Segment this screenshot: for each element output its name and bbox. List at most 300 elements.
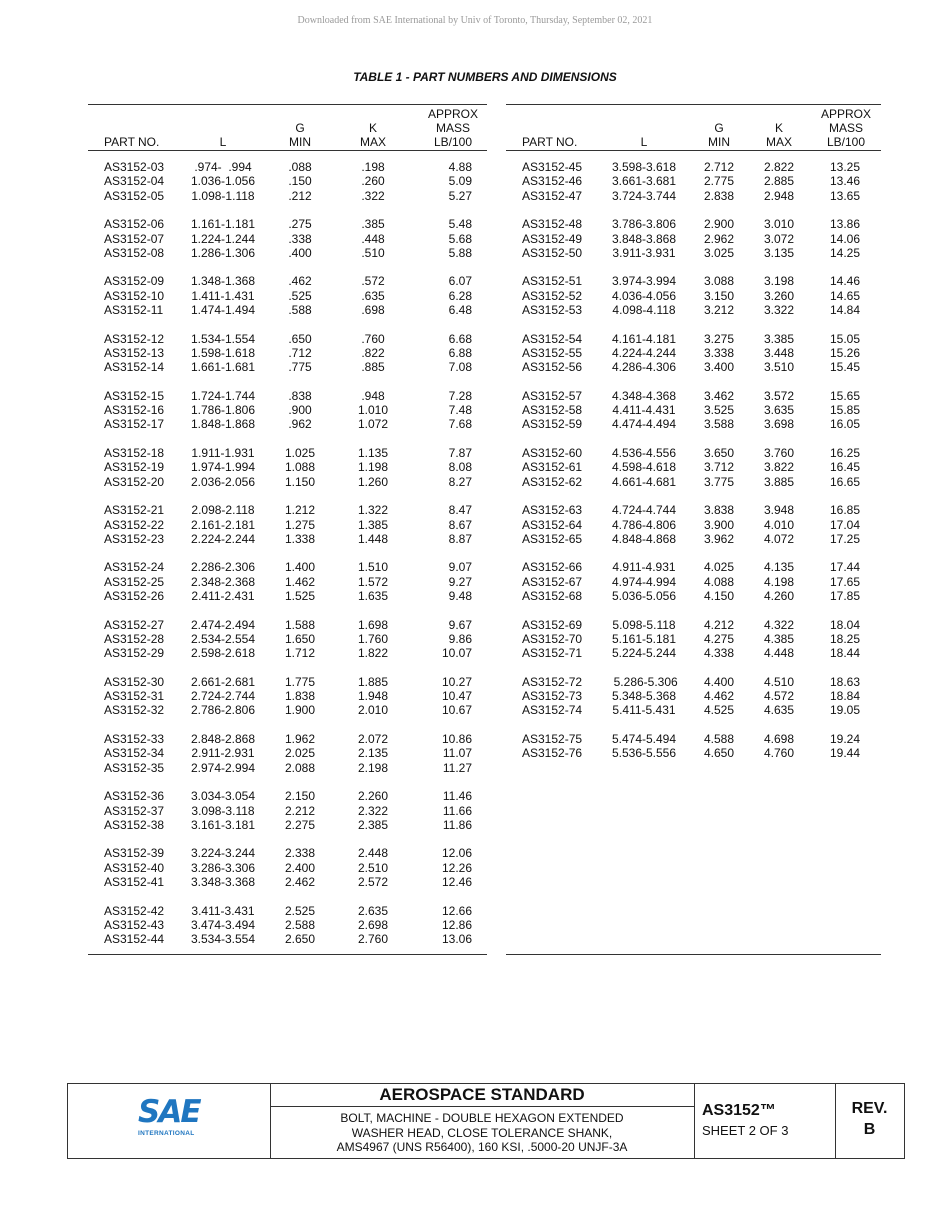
length-cell: 4.786-4.806 — [611, 517, 677, 532]
k-max-cell: 2.948 — [763, 188, 795, 203]
part-number-cell: AS3152-62 — [522, 474, 583, 489]
length-cell: 2.036-2.056 — [190, 474, 256, 489]
mass-cell: 11.66 — [442, 803, 472, 818]
k-max-cell: 3.635 — [763, 403, 795, 418]
length-cell: 1.974-1.994 — [190, 460, 256, 475]
g-min-cell: .088 — [288, 160, 312, 174]
length-cell: 3.911-3.931 — [612, 245, 676, 260]
part-number-cell: AS3152-74 — [522, 703, 583, 718]
k-max-cell: .760 — [361, 331, 385, 346]
table-row — [88, 904, 487, 918]
length-cell: 4.286-4.306 — [611, 360, 677, 375]
part-number-cell: AS3152-20 — [104, 474, 165, 489]
table-row — [506, 575, 881, 589]
g-min-cell: 4.588 — [703, 732, 735, 746]
mass-cell: 5.88 — [448, 245, 472, 260]
part-number-cell: AS3152-19 — [104, 460, 165, 475]
length-cell: 1.534-1.554 — [190, 331, 256, 346]
length-cell: 5.348-5.368 — [611, 689, 677, 704]
table-row — [88, 646, 487, 660]
mass-cell: 6.68 — [448, 331, 472, 346]
title-cell — [270, 1084, 695, 1158]
g-min-cell: 1.462 — [284, 574, 316, 589]
k-max-cell: 1.885 — [357, 674, 389, 689]
g-min-cell: 2.650 — [284, 932, 316, 947]
length-cell: 4.974-4.994 — [611, 574, 677, 589]
header-mass: APPROX MASS LB/100 — [820, 107, 871, 149]
description-line-3: AMS4967 (UNS R56400), 160 KSI, .5000-20 UNJF-3A — [336, 1140, 628, 1154]
length-cell: 3.286-3.306 — [190, 860, 256, 875]
mass-cell: 10.27 — [441, 674, 472, 689]
length-cell: 2.598-2.618 — [190, 646, 256, 661]
mass-cell: 5.48 — [448, 217, 472, 232]
document-number: AS3152™ — [702, 1102, 776, 1119]
k-max-cell: 4.572 — [763, 689, 795, 704]
g-min-cell: 4.400 — [703, 674, 735, 689]
length-cell: 3.411-3.431 — [191, 903, 255, 918]
part-number-cell: AS3152-17 — [104, 417, 165, 432]
mass-cell: 5.09 — [448, 174, 472, 189]
g-min-cell: 1.900 — [284, 703, 316, 718]
table-row — [88, 417, 487, 431]
mass-cell: 13.25 — [829, 160, 860, 174]
table-row — [88, 360, 487, 374]
length-cell: 1.036-1.056 — [190, 174, 256, 189]
table-row — [88, 274, 487, 288]
table-header — [506, 105, 881, 151]
table-row — [88, 532, 487, 546]
length-cell: .974- .994 — [194, 160, 252, 174]
table-row — [506, 403, 881, 417]
part-number-cell: AS3152-50 — [522, 245, 583, 260]
length-cell: 4.661-4.681 — [611, 474, 677, 489]
g-min-cell: 1.712 — [284, 646, 316, 661]
length-cell: 1.786-1.806 — [190, 403, 256, 418]
k-max-cell: .822 — [361, 345, 385, 360]
g-min-cell: 1.150 — [284, 474, 316, 489]
length-cell: 2.911-2.931 — [191, 746, 255, 761]
k-max-cell: .198 — [361, 160, 385, 174]
part-number-cell: AS3152-18 — [104, 446, 165, 460]
table-row — [88, 460, 487, 474]
part-number-cell: AS3152-76 — [522, 746, 583, 761]
mass-cell: 18.25 — [829, 631, 860, 646]
part-number-cell: AS3152-27 — [104, 617, 165, 632]
g-min-cell: 4.212 — [703, 617, 735, 632]
g-min-cell: .775 — [288, 360, 312, 375]
part-number-cell: AS3152-70 — [522, 631, 583, 646]
mass-cell: 6.07 — [448, 274, 472, 289]
g-min-cell: .712 — [288, 345, 312, 360]
length-cell: 2.848-2.868 — [190, 732, 256, 746]
length-cell: 1.411-1.431 — [191, 288, 255, 303]
part-number-cell: AS3152-40 — [104, 860, 165, 875]
header-k-max: K MAX — [765, 121, 792, 149]
table-row — [88, 846, 487, 860]
part-number-cell: AS3152-42 — [104, 903, 165, 918]
table-row — [88, 689, 487, 703]
mass-cell: 17.65 — [829, 574, 860, 589]
k-max-cell: 4.760 — [763, 746, 795, 761]
k-max-cell: .260 — [361, 174, 385, 189]
part-number-cell: AS3152-56 — [522, 360, 583, 375]
table-row — [88, 174, 487, 188]
mass-cell: 16.65 — [829, 474, 860, 489]
part-number-cell: AS3152-61 — [522, 460, 583, 475]
length-cell: 5.224-5.244 — [611, 646, 677, 661]
g-min-cell: 2.712 — [703, 160, 735, 174]
k-max-cell: 3.135 — [763, 245, 795, 260]
mass-cell: 8.67 — [448, 517, 472, 532]
length-cell: 4.411-4.431 — [612, 403, 676, 418]
g-min-cell: .400 — [288, 245, 312, 260]
g-min-cell: .962 — [288, 417, 312, 432]
part-number-cell: AS3152-55 — [522, 345, 583, 360]
mass-cell: 9.48 — [448, 589, 472, 603]
g-min-cell: 1.400 — [284, 560, 316, 575]
length-cell: 3.161-3.181 — [190, 817, 256, 832]
g-min-cell: 1.025 — [284, 446, 316, 460]
mass-cell: 10.07 — [441, 646, 472, 661]
part-number-cell: AS3152-06 — [104, 217, 165, 232]
part-number-cell: AS3152-60 — [522, 446, 583, 460]
k-max-cell: 1.698 — [357, 617, 389, 632]
part-number-cell: AS3152-07 — [104, 231, 165, 246]
table-row — [506, 303, 881, 317]
table-row — [88, 346, 487, 360]
table-row — [506, 289, 881, 303]
part-number-cell: AS3152-41 — [104, 875, 165, 889]
part-number-cell: AS3152-59 — [522, 417, 583, 432]
g-min-cell: 3.525 — [703, 403, 735, 418]
k-max-cell: 3.385 — [763, 331, 795, 346]
k-max-cell: 3.572 — [763, 388, 795, 403]
table-row — [88, 589, 487, 603]
mass-cell: 13.06 — [441, 932, 472, 947]
g-min-cell: 3.462 — [703, 388, 735, 403]
g-min-cell: .525 — [288, 288, 312, 303]
k-max-cell: 3.198 — [763, 274, 795, 289]
header-g-min: G MIN — [708, 121, 730, 149]
k-max-cell: .885 — [361, 360, 385, 375]
length-cell: 4.911-4.931 — [612, 560, 676, 575]
table-row — [88, 804, 487, 818]
k-max-cell: .448 — [361, 231, 385, 246]
k-max-cell: 2.698 — [357, 917, 389, 932]
g-min-cell: 3.338 — [703, 345, 735, 360]
mass-cell: 7.87 — [448, 446, 472, 460]
table-row — [506, 246, 881, 260]
part-number-cell: AS3152-09 — [104, 274, 165, 289]
length-cell: 4.036-4.056 — [611, 288, 677, 303]
k-max-cell: 4.635 — [763, 703, 795, 718]
mass-cell: 12.86 — [441, 917, 472, 932]
part-number-cell: AS3152-45 — [522, 160, 583, 174]
k-max-cell: 4.010 — [763, 517, 795, 532]
part-number-cell: AS3152-46 — [522, 174, 583, 189]
k-max-cell: 2.448 — [357, 846, 389, 861]
g-min-cell: 3.275 — [703, 331, 735, 346]
table-row — [506, 632, 881, 646]
g-min-cell: 4.025 — [703, 560, 735, 575]
k-max-cell: 4.198 — [763, 574, 795, 589]
k-max-cell: 3.948 — [763, 503, 795, 518]
table-row — [506, 675, 881, 689]
g-min-cell: .212 — [288, 188, 312, 203]
mass-cell: 11.07 — [442, 746, 472, 761]
g-min-cell: 2.025 — [284, 746, 316, 761]
k-max-cell: 1.072 — [357, 417, 389, 432]
length-cell: 5.536-5.556 — [611, 746, 677, 761]
length-cell: 2.161-2.181 — [190, 517, 256, 532]
table-row — [88, 403, 487, 417]
k-max-cell: 1.572 — [357, 574, 389, 589]
header-part-no: PART NO. — [104, 135, 160, 149]
right-table — [506, 104, 881, 955]
table-row — [506, 618, 881, 632]
k-max-cell: 2.572 — [357, 875, 389, 889]
revision-cell — [835, 1084, 904, 1158]
g-min-cell: 3.962 — [703, 531, 735, 546]
table-row — [88, 289, 487, 303]
length-cell: 4.348-4.368 — [611, 388, 677, 403]
k-max-cell: 2.760 — [357, 932, 389, 947]
table-row — [88, 389, 487, 403]
part-number-cell: AS3152-69 — [522, 617, 583, 632]
length-cell: 3.224-3.244 — [190, 846, 256, 861]
length-cell: 5.411-5.431 — [612, 703, 676, 718]
length-cell: 1.911-1.931 — [191, 446, 255, 460]
description-line-2: WASHER HEAD, CLOSE TOLERANCE SHANK, — [351, 1126, 613, 1140]
table-row — [88, 746, 487, 760]
length-cell: 1.098-1.118 — [191, 188, 255, 203]
revision-value: B — [863, 1121, 876, 1138]
g-min-cell: 4.150 — [703, 589, 735, 603]
g-min-cell: .650 — [288, 331, 312, 346]
mass-cell: 8.08 — [448, 460, 472, 475]
g-min-cell: 1.962 — [284, 732, 316, 746]
length-cell: 4.224-4.244 — [611, 345, 677, 360]
k-max-cell: 2.010 — [357, 703, 389, 718]
length-cell: 1.474-1.494 — [190, 303, 256, 317]
table-row — [88, 761, 487, 775]
k-max-cell: .635 — [361, 288, 385, 303]
length-cell: 3.034-3.054 — [190, 789, 256, 804]
table-row — [506, 703, 881, 717]
mass-cell: 6.48 — [448, 303, 472, 317]
k-max-cell: 2.135 — [357, 746, 389, 761]
part-number-cell: AS3152-47 — [522, 188, 583, 203]
k-max-cell: 4.260 — [763, 589, 795, 603]
part-number-cell: AS3152-51 — [522, 274, 583, 289]
length-cell: 5.161-5.181 — [611, 631, 677, 646]
length-cell: 3.848-3.868 — [611, 231, 677, 246]
part-number-cell: AS3152-53 — [522, 303, 583, 317]
part-number-cell: AS3152-54 — [522, 331, 583, 346]
mass-cell: 11.27 — [442, 760, 472, 775]
revision-label: REV. — [851, 1100, 888, 1117]
mass-cell: 19.24 — [829, 732, 860, 746]
part-number-cell: AS3152-72 — [522, 674, 583, 689]
k-max-cell: 2.635 — [357, 903, 389, 918]
mass-cell: 5.68 — [448, 231, 472, 246]
table-row — [88, 232, 487, 246]
k-max-cell: 1.822 — [357, 646, 389, 661]
part-number-cell: AS3152-08 — [104, 245, 165, 260]
k-max-cell: 3.322 — [763, 303, 795, 317]
table-row — [88, 932, 487, 946]
mass-cell: 8.27 — [448, 474, 472, 489]
header-l: L — [640, 135, 648, 149]
length-cell: 3.474-3.494 — [190, 917, 256, 932]
table-row — [88, 632, 487, 646]
part-number-cell: AS3152-38 — [104, 817, 165, 832]
part-number-cell: AS3152-64 — [522, 517, 583, 532]
mass-cell: 14.46 — [829, 274, 860, 289]
part-number-cell: AS3152-05 — [104, 188, 165, 203]
table-row — [506, 589, 881, 603]
g-min-cell: 1.650 — [284, 631, 316, 646]
mass-cell: 15.05 — [829, 331, 860, 346]
mass-cell: 6.28 — [448, 288, 472, 303]
g-min-cell: 2.838 — [703, 188, 735, 203]
k-max-cell: 3.260 — [763, 288, 795, 303]
part-number-cell: AS3152-52 — [522, 288, 583, 303]
g-min-cell: 1.275 — [284, 517, 316, 532]
part-number-cell: AS3152-35 — [104, 760, 165, 775]
part-number-cell: AS3152-57 — [522, 388, 583, 403]
g-min-cell: 3.025 — [703, 245, 735, 260]
k-max-cell: 3.072 — [763, 231, 795, 246]
g-min-cell: .338 — [288, 231, 312, 246]
mass-cell: 14.06 — [829, 231, 860, 246]
description-line-1: BOLT, MACHINE - DOUBLE HEXAGON EXTENDED — [340, 1111, 624, 1125]
table-row — [506, 446, 881, 460]
k-max-cell: 3.010 — [763, 217, 795, 232]
mass-cell: 8.47 — [448, 503, 472, 518]
g-min-cell: 1.588 — [284, 617, 316, 632]
length-cell: 1.598-1.618 — [190, 345, 256, 360]
mass-cell: 16.45 — [829, 460, 860, 475]
k-max-cell: .322 — [361, 188, 385, 203]
k-max-cell: 4.322 — [763, 617, 795, 632]
header-k-max: K MAX — [359, 121, 386, 149]
part-number-cell: AS3152-49 — [522, 231, 583, 246]
table-row — [506, 746, 881, 760]
length-cell: 1.348-1.368 — [190, 274, 256, 289]
mass-cell: 9.07 — [448, 560, 472, 575]
g-min-cell: 2.338 — [284, 846, 316, 861]
part-number-cell: AS3152-36 — [104, 789, 165, 804]
mass-cell: 17.25 — [829, 531, 860, 546]
g-min-cell: 4.462 — [703, 689, 735, 704]
part-number-cell: AS3152-10 — [104, 288, 165, 303]
g-min-cell: 2.900 — [703, 217, 735, 232]
mass-cell: 15.85 — [829, 403, 860, 418]
g-min-cell: 1.525 — [284, 589, 316, 603]
table-row — [88, 618, 487, 632]
g-min-cell: 2.962 — [703, 231, 735, 246]
mass-cell: 10.86 — [441, 732, 472, 746]
table-row — [88, 160, 487, 174]
header-l: L — [219, 135, 227, 149]
g-min-cell: 1.838 — [284, 689, 316, 704]
g-min-cell: .462 — [288, 274, 312, 289]
length-cell: 2.411-2.431 — [191, 589, 255, 603]
mass-cell: 5.27 — [448, 188, 472, 203]
k-max-cell: 1.198 — [357, 460, 389, 475]
k-max-cell: 2.198 — [357, 760, 389, 775]
mass-cell: 7.28 — [448, 388, 472, 403]
k-max-cell: 1.510 — [357, 560, 389, 575]
document-cell — [694, 1084, 836, 1158]
length-cell: 4.098-4.118 — [612, 303, 676, 317]
mass-cell: 13.65 — [829, 188, 860, 203]
table-row — [506, 174, 881, 188]
g-min-cell: 4.650 — [703, 746, 735, 761]
mass-cell: 16.05 — [829, 417, 860, 432]
length-cell: 5.474-5.494 — [611, 732, 677, 746]
table-row — [88, 217, 487, 231]
mass-cell: 11.46 — [442, 789, 472, 804]
table-row — [506, 646, 881, 660]
mass-cell: 17.85 — [829, 589, 860, 603]
mass-cell: 18.44 — [829, 646, 860, 661]
mass-cell: 11.86 — [442, 817, 472, 832]
mass-cell: 13.86 — [829, 217, 860, 232]
k-max-cell: 2.260 — [357, 789, 389, 804]
table-row — [88, 789, 487, 803]
length-cell: 1.661-1.681 — [190, 360, 256, 375]
mass-cell: 9.67 — [448, 617, 472, 632]
length-cell: 3.974-3.994 — [611, 274, 677, 289]
table-row — [88, 703, 487, 717]
table-row — [506, 475, 881, 489]
g-min-cell: 4.088 — [703, 574, 735, 589]
length-cell: 4.161-4.181 — [611, 331, 677, 346]
g-min-cell: 4.525 — [703, 703, 735, 718]
table-row — [88, 189, 487, 203]
g-min-cell: 3.650 — [703, 446, 735, 460]
mass-cell: 12.06 — [441, 846, 472, 861]
table-row — [506, 360, 881, 374]
g-min-cell: 1.338 — [284, 531, 316, 546]
g-min-cell: 3.588 — [703, 417, 735, 432]
table-row — [88, 246, 487, 260]
part-number-cell: AS3152-65 — [522, 531, 583, 546]
table-row — [506, 532, 881, 546]
mass-cell: 16.25 — [829, 446, 860, 460]
mass-cell: 14.25 — [829, 245, 860, 260]
mass-cell: 7.48 — [448, 403, 472, 418]
mass-cell: 8.87 — [448, 531, 472, 546]
table-row — [506, 460, 881, 474]
mass-cell: 17.44 — [829, 560, 860, 575]
mass-cell: 9.27 — [448, 574, 472, 589]
length-cell: 2.474-2.494 — [190, 617, 256, 632]
table-row — [506, 518, 881, 532]
part-number-cell: AS3152-71 — [522, 646, 583, 661]
part-number-cell: AS3152-44 — [104, 932, 165, 947]
length-cell: 3.098-3.118 — [191, 803, 255, 818]
length-cell: 2.098-2.118 — [191, 503, 255, 518]
mass-cell: 7.68 — [448, 417, 472, 432]
length-cell: 3.661-3.681 — [611, 174, 677, 189]
g-min-cell: 3.088 — [703, 274, 735, 289]
k-max-cell: 4.698 — [763, 732, 795, 746]
g-min-cell: 3.775 — [703, 474, 735, 489]
length-cell: 2.534-2.554 — [190, 631, 256, 646]
